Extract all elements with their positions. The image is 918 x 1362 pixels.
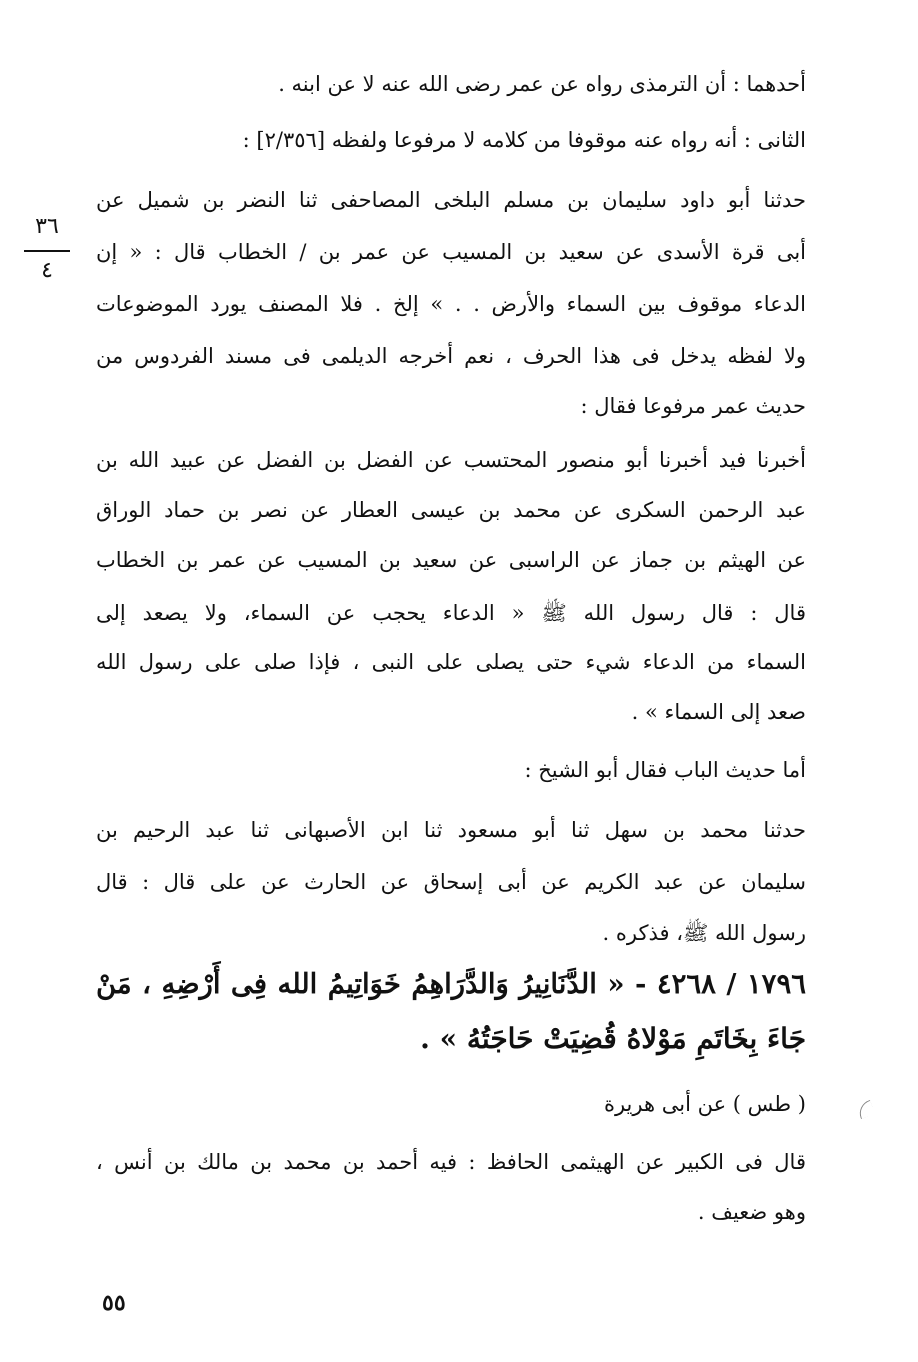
margin-reference-bottom: ٤: [41, 258, 53, 283]
text-line: الثانى : أنه رواه عنه موقوفا من كلامه لا مرفوعا ولفظه [٢/٣٥٦] :: [242, 128, 806, 152]
text-line: أحدهما : أن الترمذى رواه عن عمر رضى الله عنه لا عن ابنه .: [278, 72, 806, 96]
text-line: الدعاء موقوف بين السماء والأرض . . » إلخ . فلا المصنف يورد الموضوعات: [96, 292, 806, 316]
text-line: حدثنا محمد بن سهل ثنا أبو مسعود ثنا ابن الأصبهانى ثنا عبد الرحيم بن: [96, 818, 807, 842]
text-line: ( طس ) عن أبى هريرة: [603, 1092, 806, 1116]
margin-reference-top: ٣٦: [35, 214, 59, 239]
text-line: حدثنا أبو داود سليمان بن مسلم البلخى المصاحفى ثنا النضر بن شميل عن: [96, 188, 806, 212]
text-line: حديث عمر مرفوعا فقال :: [580, 394, 806, 418]
text-line: وهو ضعيف .: [697, 1200, 806, 1224]
page-number: ٥٥: [102, 1290, 126, 1316]
text-line: ١٧٩٦ / ٤٢٦٨ - « الدَّنَانِيرُ وَالدَّرَاهِمُ خَوَاتِيمُ الله فِى أَرْضِهِ ، مَنْ: [96, 968, 806, 1000]
text-line: ولا لفظه يدخل فى هذا الحرف ، نعم أخرجه الديلمى فى مسند الفردوس من: [96, 344, 806, 368]
margin-reference: [22, 212, 72, 286]
text-line: عن الهيثم بن جماز عن الراسبى عن سعيد بن المسيب عن عمر بن الخطاب: [96, 548, 806, 572]
text-line: عبد الرحمن السكرى عن محمد بن عيسى العطار عن نصر بن حماد الوراق: [96, 498, 806, 522]
text-line: قال فى الكبير عن الهيثمى الحافظ : فيه أحمد بن محمد بن مالك بن أنس ،: [96, 1150, 806, 1174]
text-line: السماء من الدعاء شيء حتى يصلى على النبى ، فإذا صلى على رسول الله: [96, 650, 806, 674]
scan-artifact: [856, 1100, 875, 1119]
text-line: جَاءَ بِخَاتَمِ مَوْلاهُ قُضِيَتْ حَاجَتُهُ » .: [420, 1022, 806, 1055]
text-line: أخبرنا فيد أخبرنا أبو منصور المحتسب عن الفضل بن الفضل عن عبيد الله بن: [96, 448, 806, 472]
margin-reference-rule: [24, 250, 70, 252]
text-line: رسول الله ﷺ، فذكره .: [602, 921, 806, 945]
text-line: قال : قال رسول الله ﷺ « الدعاء يحجب عن السماء، ولا يصعد إلى: [96, 601, 806, 625]
text-line: سليمان عن عبد الكريم عن أبى إسحاق عن الحارث عن على قال : قال: [96, 870, 806, 894]
text-line: أما حديث الباب فقال أبو الشيخ :: [524, 758, 806, 782]
text-line: أبى قرة الأسدى عن سعيد بن المسيب عن عمر بن / الخطاب قال : « إن: [96, 240, 806, 264]
text-line: صعد إلى السماء » .: [631, 700, 806, 724]
